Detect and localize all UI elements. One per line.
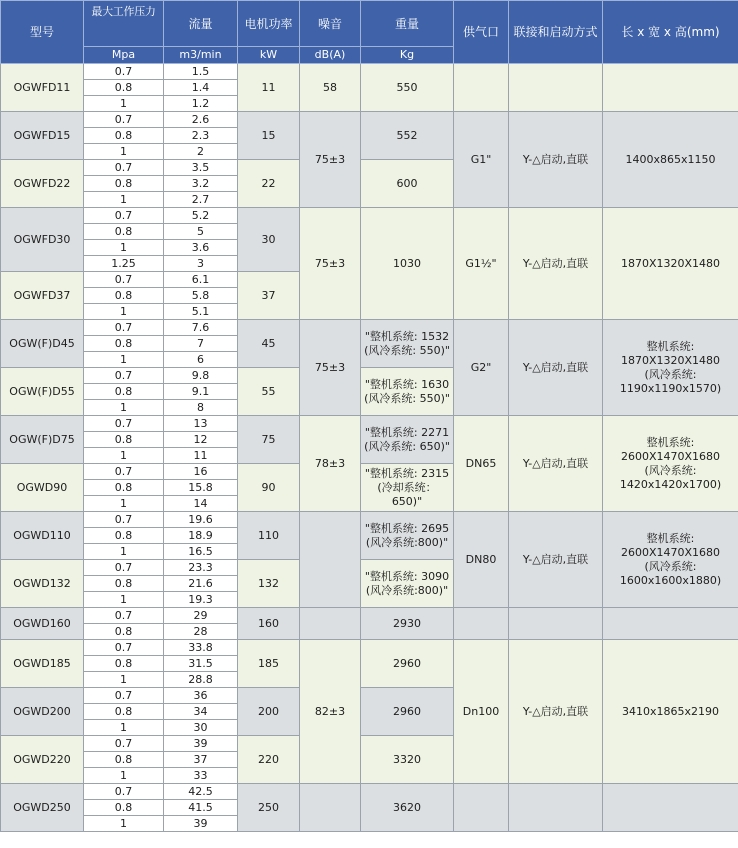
flow-cell: 39 (164, 816, 238, 832)
flow-cell: 3.6 (164, 240, 238, 256)
table-row (1, 416, 738, 432)
col-weight-header: 重量 (361, 1, 454, 47)
pressure-cell: 0.8 (84, 752, 164, 768)
flow-cell: 2.7 (164, 192, 238, 208)
pressure-cell: 0.8 (84, 656, 164, 672)
drive-cell (509, 64, 603, 112)
pressure-cell: 0.7 (84, 560, 164, 576)
dims-cell: 1400x865x1150 (603, 112, 738, 208)
pressure-cell: 1 (84, 768, 164, 784)
pressure-cell: 0.8 (84, 336, 164, 352)
port-cell (454, 784, 509, 832)
weight-cell: 2960 (361, 640, 454, 688)
drive-cell (509, 608, 603, 640)
weight-cell: 552 (361, 112, 454, 160)
flow-cell: 29 (164, 608, 238, 624)
flow-cell: 9.1 (164, 384, 238, 400)
model-cell: OGW(F)D75 (1, 416, 84, 464)
flow-cell: 1.5 (164, 64, 238, 80)
pressure-cell: 0.8 (84, 480, 164, 496)
unit-weight: Kg (361, 47, 454, 64)
pressure-cell: 0.8 (84, 80, 164, 96)
flow-cell: 5 (164, 224, 238, 240)
flow-cell: 6 (164, 352, 238, 368)
weight-cell: "整机系统: 3090 (风冷系统:800)" (361, 560, 454, 608)
model-cell: OGWD185 (1, 640, 84, 688)
model-cell: OGWD160 (1, 608, 84, 640)
pressure-cell: 0.7 (84, 784, 164, 800)
flow-cell: 30 (164, 720, 238, 736)
pressure-cell: 0.7 (84, 512, 164, 528)
flow-cell: 2.6 (164, 112, 238, 128)
table-row (1, 608, 738, 624)
pressure-cell: 1 (84, 592, 164, 608)
pressure-cell: 1 (84, 400, 164, 416)
pressure-cell: 0.8 (84, 288, 164, 304)
table-row (1, 208, 738, 224)
model-cell: OGWD132 (1, 560, 84, 608)
header-row (1, 1, 738, 47)
port-cell: Dn100 (454, 640, 509, 784)
dims-cell: 1870X1320X1480 (603, 208, 738, 320)
table-row (1, 64, 738, 80)
drive-cell: Y-△启动,直联 (509, 640, 603, 784)
pressure-cell: 1 (84, 672, 164, 688)
dims-cell: 整机系统: 1870X1320X1480 (风冷系统: 1190x1190x1570) (603, 320, 738, 416)
pressure-cell: 1 (84, 304, 164, 320)
power-cell: 45 (238, 320, 300, 368)
noise-cell: 78±3 (300, 416, 361, 512)
flow-cell: 2 (164, 144, 238, 160)
flow-cell: 6.1 (164, 272, 238, 288)
power-cell: 37 (238, 272, 300, 320)
flow-cell: 37 (164, 752, 238, 768)
pressure-cell: 0.8 (84, 176, 164, 192)
pressure-cell: 0.7 (84, 368, 164, 384)
noise-cell: 75±3 (300, 208, 361, 320)
flow-cell: 5.2 (164, 208, 238, 224)
pressure-cell: 1 (84, 240, 164, 256)
table-row (1, 320, 738, 336)
flow-cell: 3 (164, 256, 238, 272)
model-cell: OGWD200 (1, 688, 84, 736)
flow-cell: 34 (164, 704, 238, 720)
pressure-cell: 0.8 (84, 576, 164, 592)
pressure-cell: 0.7 (84, 416, 164, 432)
pressure-cell: 0.7 (84, 112, 164, 128)
drive-cell: Y-△启动,直联 (509, 416, 603, 512)
pressure-cell: 0.7 (84, 160, 164, 176)
pressure-cell: 1 (84, 144, 164, 160)
model-cell: OGWFD11 (1, 64, 84, 112)
col-power-header: 电机功率 (238, 1, 300, 47)
drive-cell: Y-△启动,直联 (509, 208, 603, 320)
dims-cell (603, 608, 738, 640)
power-cell: 90 (238, 464, 300, 512)
power-cell: 160 (238, 608, 300, 640)
model-cell: OGWFD37 (1, 272, 84, 320)
noise-cell: 75±3 (300, 112, 361, 208)
power-cell: 132 (238, 560, 300, 608)
weight-cell: "整机系统: 2695 (风冷系统:800)" (361, 512, 454, 560)
weight-cell: 550 (361, 64, 454, 112)
model-cell: OGWD220 (1, 736, 84, 784)
flow-cell: 16.5 (164, 544, 238, 560)
col-dims-header: 长 x 宽 x 高(mm) (603, 1, 738, 64)
noise-cell: 82±3 (300, 640, 361, 784)
model-cell: OGWFD30 (1, 208, 84, 272)
flow-cell: 31.5 (164, 656, 238, 672)
dims-cell (603, 64, 738, 112)
model-cell: OGW(F)D45 (1, 320, 84, 368)
pressure-cell: 0.8 (84, 128, 164, 144)
pressure-cell: 1.25 (84, 256, 164, 272)
port-cell (454, 608, 509, 640)
drive-cell: Y-△启动,直联 (509, 320, 603, 416)
flow-cell: 21.6 (164, 576, 238, 592)
unit-power: kW (238, 47, 300, 64)
flow-cell: 33 (164, 768, 238, 784)
power-cell: 30 (238, 208, 300, 272)
table-row (1, 112, 738, 128)
dims-cell: 整机系统: 2600X1470X1680 (风冷系统: 1420x1420x1700) (603, 416, 738, 512)
pressure-cell: 0.8 (84, 528, 164, 544)
power-cell: 55 (238, 368, 300, 416)
pressure-cell: 0.7 (84, 64, 164, 80)
col-noise-header: 噪音 (300, 1, 361, 47)
drive-cell: Y-△启动,直联 (509, 112, 603, 208)
table-row (1, 640, 738, 656)
flow-cell: 23.3 (164, 560, 238, 576)
col-model-header: 型号 (1, 1, 84, 64)
pressure-cell: 0.7 (84, 736, 164, 752)
pressure-cell: 0.8 (84, 800, 164, 816)
weight-cell: 3320 (361, 736, 454, 784)
power-cell: 22 (238, 160, 300, 208)
pressure-cell: 1 (84, 720, 164, 736)
flow-cell: 12 (164, 432, 238, 448)
pressure-cell: 0.8 (84, 384, 164, 400)
unit-noise: dB(A) (300, 47, 361, 64)
model-cell: OGW(F)D55 (1, 368, 84, 416)
flow-cell: 5.1 (164, 304, 238, 320)
flow-cell: 8 (164, 400, 238, 416)
noise-cell (300, 608, 361, 640)
weight-cell: "整机系统: 2315 (冷却系统：650)" (361, 464, 454, 512)
col-flow-header: 流量 (164, 1, 238, 47)
flow-cell: 33.8 (164, 640, 238, 656)
model-cell: OGWD90 (1, 464, 84, 512)
flow-cell: 14 (164, 496, 238, 512)
pressure-cell: 0.8 (84, 432, 164, 448)
flow-cell: 28.8 (164, 672, 238, 688)
port-cell: G2" (454, 320, 509, 416)
pressure-cell: 0.7 (84, 208, 164, 224)
flow-cell: 7 (164, 336, 238, 352)
pressure-cell: 1 (84, 544, 164, 560)
pressure-cell: 1 (84, 352, 164, 368)
table-row (1, 512, 738, 528)
table-row (1, 784, 738, 800)
flow-cell: 3.2 (164, 176, 238, 192)
port-cell: DN80 (454, 512, 509, 608)
col-port-header: 供气口 (454, 1, 509, 64)
flow-cell: 2.3 (164, 128, 238, 144)
weight-cell: 3620 (361, 784, 454, 832)
pressure-cell: 0.7 (84, 272, 164, 288)
power-cell: 110 (238, 512, 300, 560)
noise-cell (300, 784, 361, 832)
port-cell: DN65 (454, 416, 509, 512)
power-cell: 75 (238, 416, 300, 464)
weight-cell: "整机系统: 2271 (风冷系统: 650)" (361, 416, 454, 464)
pressure-cell: 0.7 (84, 688, 164, 704)
pressure-cell: 0.8 (84, 224, 164, 240)
pressure-cell: 1 (84, 816, 164, 832)
flow-cell: 16 (164, 464, 238, 480)
flow-cell: 42.5 (164, 784, 238, 800)
pressure-cell: 0.8 (84, 624, 164, 640)
pressure-cell: 1 (84, 448, 164, 464)
noise-cell: 58 (300, 64, 361, 112)
flow-cell: 13 (164, 416, 238, 432)
power-cell: 185 (238, 640, 300, 688)
power-cell: 250 (238, 784, 300, 832)
dims-cell (603, 784, 738, 832)
unit-flow: m3/min (164, 47, 238, 64)
pressure-cell: 1 (84, 192, 164, 208)
power-cell: 15 (238, 112, 300, 160)
flow-cell: 3.5 (164, 160, 238, 176)
flow-cell: 36 (164, 688, 238, 704)
model-cell: OGWD250 (1, 784, 84, 832)
pressure-cell: 0.7 (84, 320, 164, 336)
power-cell: 200 (238, 688, 300, 736)
col-pressure-header: 最大工作压力 (84, 1, 164, 47)
flow-cell: 18.9 (164, 528, 238, 544)
weight-cell: "整机系统: 1532 (风冷系统: 550)" (361, 320, 454, 368)
drive-cell: Y-△启动,直联 (509, 512, 603, 608)
weight-cell: 600 (361, 160, 454, 208)
pressure-cell: 0.7 (84, 608, 164, 624)
pressure-cell: 0.8 (84, 704, 164, 720)
flow-cell: 9.8 (164, 368, 238, 384)
weight-cell: "整机系统: 1630 (风冷系统: 550)" (361, 368, 454, 416)
flow-cell: 5.8 (164, 288, 238, 304)
port-cell: G1" (454, 112, 509, 208)
pressure-cell: 0.7 (84, 640, 164, 656)
flow-cell: 11 (164, 448, 238, 464)
pressure-cell: 1 (84, 496, 164, 512)
model-cell: OGWFD22 (1, 160, 84, 208)
dims-cell: 3410x1865x2190 (603, 640, 738, 784)
flow-cell: 28 (164, 624, 238, 640)
dims-cell: 整机系统: 2600X1470X1680 (风冷系统: 1600x1600x1880) (603, 512, 738, 608)
weight-cell: 2930 (361, 608, 454, 640)
power-cell: 220 (238, 736, 300, 784)
port-cell (454, 64, 509, 112)
flow-cell: 41.5 (164, 800, 238, 816)
flow-cell: 1.4 (164, 80, 238, 96)
model-cell: OGWD110 (1, 512, 84, 560)
noise-cell (300, 512, 361, 608)
flow-cell: 19.3 (164, 592, 238, 608)
weight-cell: 1030 (361, 208, 454, 320)
flow-cell: 15.8 (164, 480, 238, 496)
pressure-cell: 0.7 (84, 464, 164, 480)
pressure-cell: 1 (84, 96, 164, 112)
drive-cell (509, 784, 603, 832)
flow-cell: 1.2 (164, 96, 238, 112)
power-cell: 11 (238, 64, 300, 112)
weight-cell: 2960 (361, 688, 454, 736)
model-cell: OGWFD15 (1, 112, 84, 160)
flow-cell: 39 (164, 736, 238, 752)
col-drive-header: 联接和启动方式 (509, 1, 603, 64)
noise-cell: 75±3 (300, 320, 361, 416)
flow-cell: 7.6 (164, 320, 238, 336)
unit-pressure: Mpa (84, 47, 164, 64)
port-cell: G1½" (454, 208, 509, 320)
flow-cell: 19.6 (164, 512, 238, 528)
